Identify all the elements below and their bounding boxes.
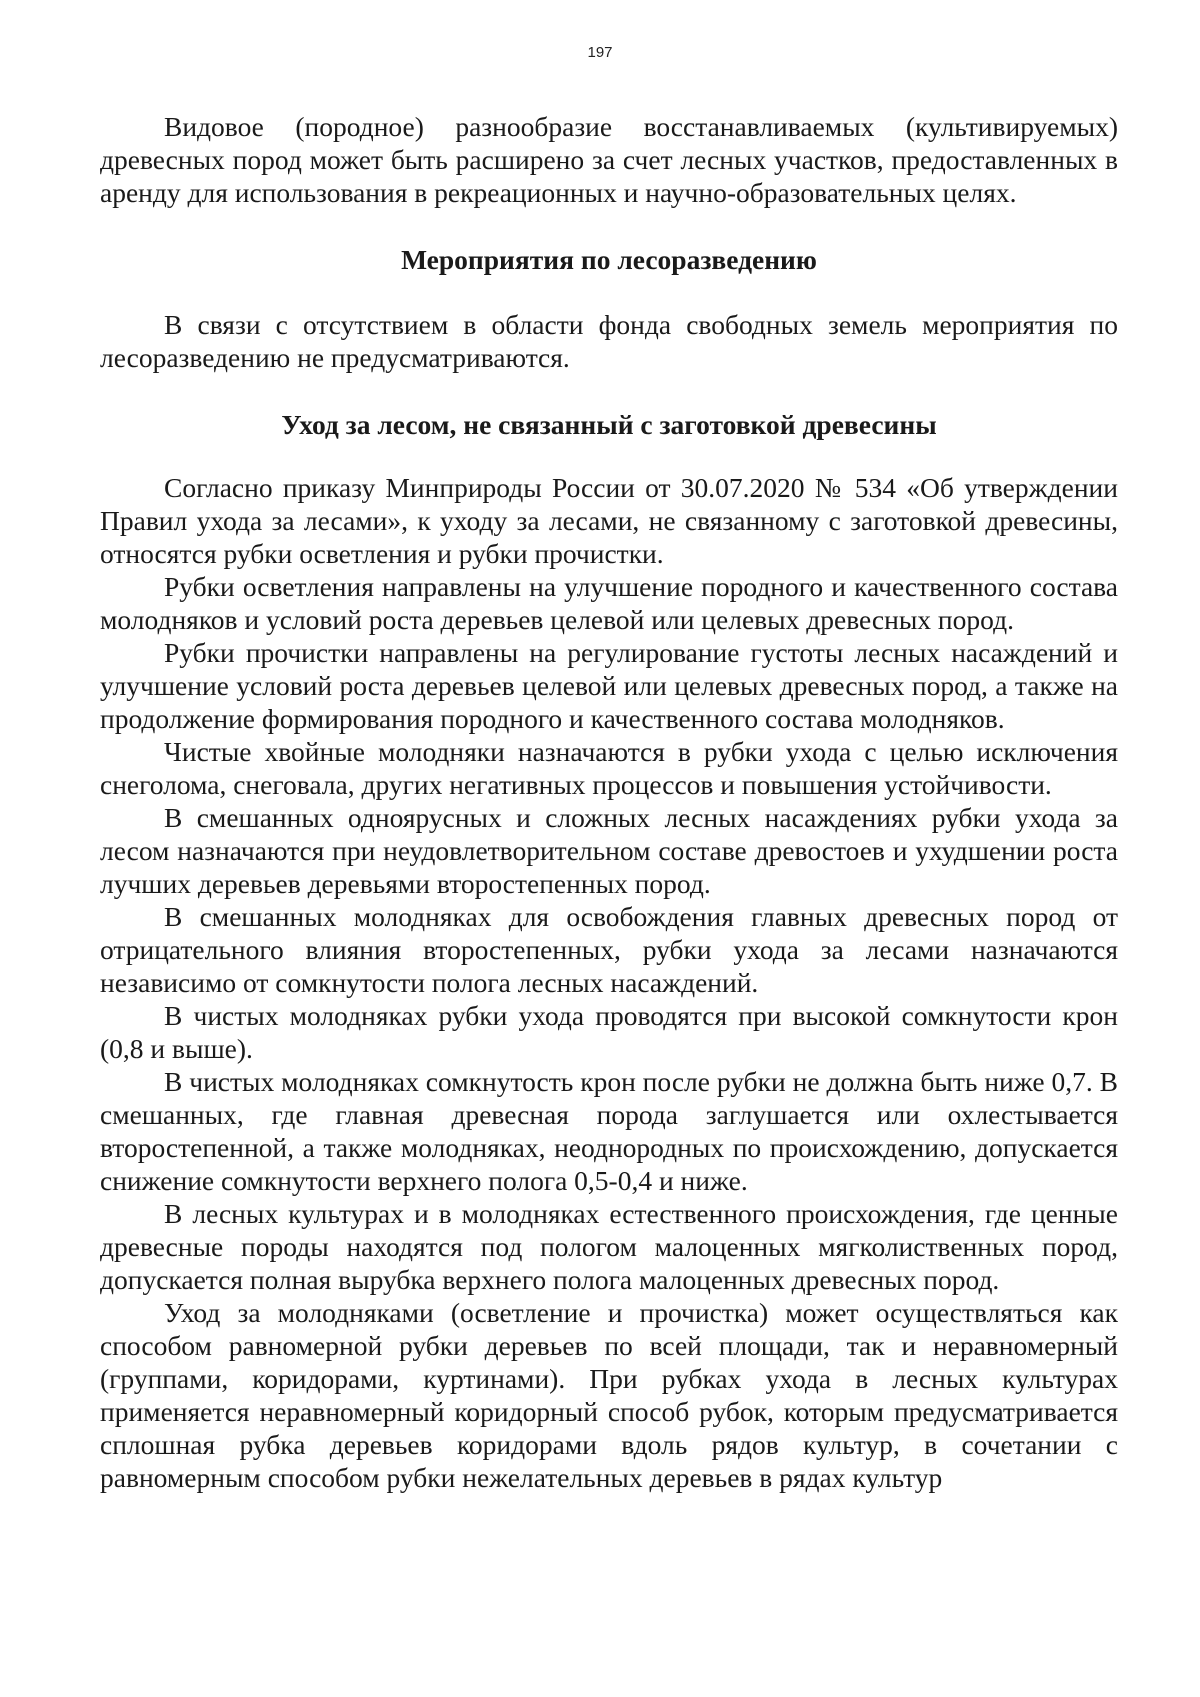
- paragraph-mixed-stands: В смешанных одноярусных и сложных лесных насаждениях рубки ухода за лесом назначаются при неудовлетворительном составе древостоев и ухудшении роста лучших деревьев деревьями второстепенных пород.: [100, 802, 1118, 899]
- paragraph-crown-density-after: В чистых молодняках сомкнутость крон после рубки не должна быть ниже 0,7. В смешанных, где главная древесная порода заглушается или охлестывается второстепенной, а также молодняках, неоднородных по происхождению, допускается снижение сомкнутости верхнего полога 0,5-0,4 и ниже.: [100, 1066, 1118, 1196]
- document-body: [100, 110, 1118, 1494]
- paragraph-crown-density-high: В чистых молодняках рубки ухода проводятся при высокой сомкнутости крон (0,8 и выше).: [100, 1000, 1118, 1064]
- paragraph-afforestation: В связи с отсутствием в области фонда свободных земель мероприятия по лесоразведению не предусматриваются.: [100, 309, 1118, 373]
- page-number: 197: [587, 44, 613, 61]
- paragraph-coniferous-stands: Чистые хвойные молодняки назначаются в рубки ухода с целью исключения снеголома, снеговала, других негативных процессов и повышения устойчивости.: [100, 736, 1118, 800]
- paragraph-clearing-cuts: Рубки осветления направлены на улучшение породного и качественного состава молодняков и условий роста деревьев целевой или целевых древесных пород.: [100, 571, 1118, 635]
- paragraph-cutting-methods: Уход за молодняками (осветление и прочистка) может осуществляться как способом равномерной рубки деревьев по всей площади, так и неравномерный (группами, коридорами, куртинами). При рубках ухода в лесных культурах применяется неравномерный коридорный способ рубок, которым предусматривается сплошная рубка деревьев коридорами вдоль рядов культур, в сочетании с равномерным способом рубки нежелательных деревьев в рядах культур: [100, 1297, 1118, 1493]
- paragraph-order-534: Согласно приказу Минприроды России от 30.07.2020 № 534 «Об утверждении Правил ухода за лесами», к уходу за лесами, не связанному с заготовкой древесины, относятся рубки осветления и рубки прочистки.: [100, 472, 1118, 569]
- paragraph-upper-canopy-removal: В лесных культурах и в молодняках естественного происхождения, где ценные древесные породы находятся под пологом малоценных мягколиственных пород, допускается полная вырубка верхнего полога малоценных древесных пород.: [100, 1198, 1118, 1295]
- heading-forest-care: Уход за лесом, не связанный с заготовкой древесины: [281, 409, 937, 440]
- heading-afforestation: Мероприятия по лесоразведению: [401, 244, 817, 275]
- paragraph-species-diversity: Видовое (породное) разнообразие восстанавливаемых (культивируемых) древесных пород может быть расширено за счет лесных участков, предоставленных в аренду для использования в рекреационных и научно-образовательных целях.: [100, 111, 1118, 208]
- paragraph-mixed-young-stands: В смешанных молодняках для освобождения главных древесных пород от отрицательного влияния второстепенных, рубки ухода за лесами назначаются независимо от сомкнутости полога лесных насаждений.: [100, 901, 1118, 998]
- paragraph-thinning-cuts: Рубки прочистки направлены на регулирование густоты лесных насаждений и улучшение условий роста деревьев целевой или целевых древесных пород, а также на продолжение формирования породного и качественного состава молодняков.: [100, 637, 1118, 734]
